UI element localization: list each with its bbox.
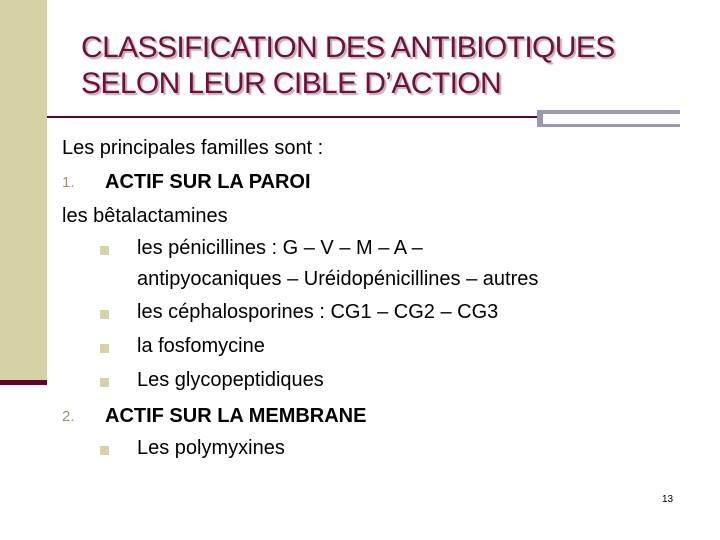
square-bullet-icon bbox=[100, 446, 109, 455]
list-item-text: les céphalosporines : CG1 – CG2 – CG3 bbox=[137, 301, 499, 323]
square-bullet-icon bbox=[100, 378, 109, 387]
sidebar-rule bbox=[0, 380, 47, 385]
sidebar-band bbox=[0, 0, 47, 383]
slide-body bbox=[62, 131, 702, 467]
slide-number: 13 bbox=[662, 494, 674, 505]
square-bullet-icon bbox=[100, 344, 109, 353]
list-item-line: les pénicillines : G – V – M – A – bbox=[137, 237, 423, 259]
section-heading-text: ACTIF SUR LA PAROI bbox=[105, 171, 311, 193]
list-item-text: Les glycopeptidiques bbox=[137, 369, 324, 391]
decorative-box-inner bbox=[543, 114, 680, 124]
section-heading-text: ACTIF SUR LA MEMBRANE bbox=[105, 405, 367, 427]
slide-title bbox=[81, 30, 701, 102]
list-item-text bbox=[137, 233, 538, 295]
title-divider bbox=[47, 116, 537, 118]
intro-text: Les principales familles sont : bbox=[62, 137, 324, 159]
list-item bbox=[62, 233, 702, 297]
list-item bbox=[62, 331, 702, 365]
section-number: 2. bbox=[62, 408, 75, 425]
intro-line bbox=[62, 131, 702, 165]
section-heading-1 bbox=[62, 165, 702, 199]
list-item bbox=[62, 433, 702, 467]
title-line-1: CLASSIFICATION DES ANTIBIOTIQUES bbox=[81, 31, 615, 64]
square-bullet-icon bbox=[100, 310, 109, 319]
section-number: 1. bbox=[62, 174, 75, 191]
list-item-line: antipyocaniques – Uréidopénicillines – autres bbox=[137, 268, 539, 290]
section-heading-2 bbox=[62, 399, 702, 433]
list-item bbox=[62, 365, 702, 399]
subheading-text: les bêtalactamines bbox=[62, 205, 228, 227]
title-line-2: SELON LEUR CIBLE D’ACTION bbox=[81, 67, 502, 100]
list-item-text: la fosfomycine bbox=[137, 335, 265, 357]
list-item-text: Les polymyxines bbox=[137, 437, 285, 459]
square-bullet-icon bbox=[100, 246, 109, 255]
list-item bbox=[62, 297, 702, 331]
subheading-line bbox=[62, 199, 702, 233]
